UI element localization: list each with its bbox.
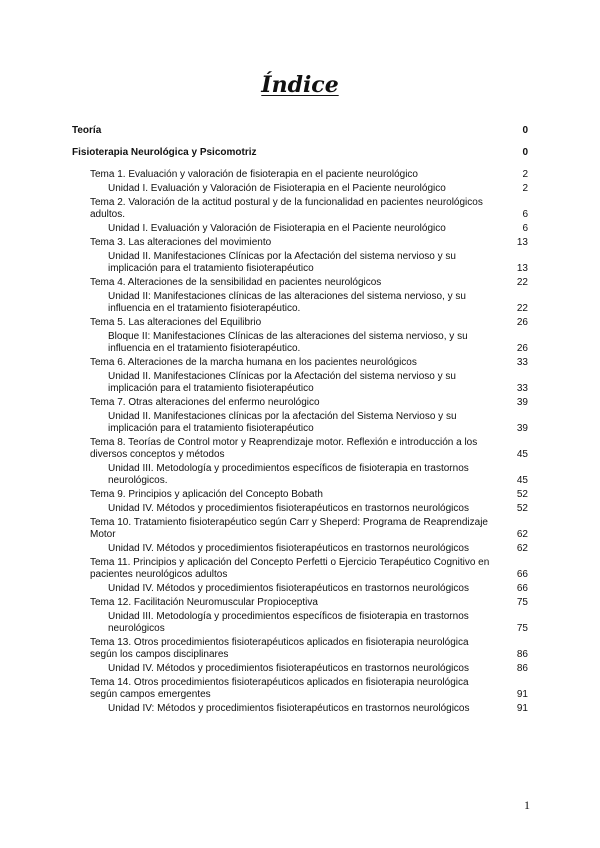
toc-entry-page: 22 [516, 277, 528, 288]
toc-entry-title: Tema 7. Otras alteraciones del enfermo neurológico [90, 397, 320, 408]
toc-entry-title: Teoría [72, 125, 102, 136]
toc-entry-page: 66 [516, 583, 528, 594]
page-title: Índice [261, 72, 339, 98]
toc-entry-title: Tema 1. Evaluación y valoración de fisioterapia en el paciente neurológico [90, 169, 418, 180]
toc-unit-entry[interactable] [72, 331, 528, 355]
toc-entry-page: 75 [516, 623, 528, 634]
toc-entry-title: Tema 5. Las alteraciones del Equilibrio [90, 317, 262, 328]
toc-entry-page: 0 [522, 125, 528, 136]
toc-entry-title: Unidad II. Manifestaciones Clínicas por la Afectación del sistema nervioso y su implicación para el tratamiento fisioterapéutico [108, 371, 456, 394]
toc-entry-page: 26 [516, 317, 528, 328]
toc-unit-entry[interactable] [72, 411, 528, 435]
toc-entry-page: 91 [516, 703, 528, 714]
toc-entry-page: 45 [516, 449, 528, 460]
toc-entry-title: Fisioterapia Neurológica y Psicomotriz [72, 147, 257, 158]
toc-topic-entry[interactable] [72, 237, 528, 249]
toc-entry-page: 2 [522, 169, 528, 180]
table-of-contents [72, 125, 528, 717]
toc-entry-page: 0 [522, 147, 528, 158]
toc-entry-title: Unidad IV. Métodos y procedimientos fisioterapéuticos en trastornos neurológicos [108, 583, 469, 594]
toc-entry-page: 86 [516, 649, 528, 660]
toc-topic-entry[interactable] [72, 489, 528, 501]
toc-unit-entry[interactable] [72, 463, 528, 487]
toc-entry-page: 86 [516, 663, 528, 674]
toc-section-entry[interactable] [72, 147, 528, 159]
toc-unit-entry[interactable] [72, 371, 528, 395]
toc-topic-entry[interactable] [72, 197, 528, 221]
toc-entry-page: 39 [516, 397, 528, 408]
toc-topic-entry[interactable] [72, 357, 528, 369]
toc-entry-title: Tema 6. Alteraciones de la marcha humana en los pacientes neurológicos [90, 357, 417, 368]
toc-entry-title: Unidad I. Evaluación y Valoración de Fisioterapia en el Paciente neurológico [108, 223, 446, 234]
toc-unit-entry[interactable] [72, 703, 528, 715]
toc-entry-page: 52 [516, 503, 528, 514]
toc-entry-page: 33 [516, 357, 528, 368]
toc-entry-title: Unidad IV. Métodos y procedimientos fisioterapéuticos en trastornos neurológicos [108, 663, 469, 674]
toc-entry-title: Unidad IV. Métodos y procedimientos fisioterapéuticos en trastornos neurológicos [108, 503, 469, 514]
toc-entry-title: Bloque II: Manifestaciones Clínicas de las alteraciones del sistema nervioso, y su influencia en el tratamiento fisioterapéutico. [108, 331, 468, 354]
toc-topic-entry[interactable] [72, 169, 528, 181]
toc-entry-title: Unidad I. Evaluación y Valoración de Fisioterapia en el Paciente neurológico [108, 183, 446, 194]
toc-topic-entry[interactable] [72, 557, 528, 581]
toc-topic-entry[interactable] [72, 437, 528, 461]
toc-entry-title: Tema 13. Otros procedimientos fisioterapéuticos aplicados en fisioterapia neurológica según los campos disciplinares [90, 637, 469, 660]
toc-unit-entry[interactable] [72, 663, 528, 675]
toc-entry-title: Tema 12. Facilitación Neuromuscular Propioceptiva [90, 597, 318, 608]
toc-topic-entry[interactable] [72, 677, 528, 701]
toc-topic-entry[interactable] [72, 637, 528, 661]
toc-entry-page: 75 [516, 597, 528, 608]
toc-topic-entry[interactable] [72, 517, 528, 541]
toc-entry-title: Tema 9. Principios y aplicación del Concepto Bobath [90, 489, 323, 500]
toc-unit-entry[interactable] [72, 583, 528, 595]
toc-entry-page: 6 [522, 209, 528, 220]
toc-entry-title: Tema 11. Principios y aplicación del Concepto Perfetti o Ejercicio Terapéutico Cognitivo en pacientes neurológicos adultos [90, 557, 490, 580]
toc-entry-page: 91 [516, 689, 528, 700]
toc-unit-entry[interactable] [72, 611, 528, 635]
toc-entry-page: 13 [516, 237, 528, 248]
toc-entry-page: 62 [516, 543, 528, 554]
toc-entry-title: Unidad II. Manifestaciones clínicas por la afectación del Sistema Nervioso y su implicación para el tratamiento fisioterapéutico [108, 411, 457, 434]
page-number: 1 [524, 798, 530, 812]
toc-entry-title: Unidad II. Manifestaciones Clínicas por la Afectación del sistema nervioso y su implicación para el tratamiento fisioterapéutico [108, 251, 456, 274]
toc-entry-page: 33 [516, 383, 528, 394]
toc-topic-entry[interactable] [72, 317, 528, 329]
toc-entry-page: 62 [516, 529, 528, 540]
toc-entry-title: Tema 14. Otros procedimientos fisioterapéuticos aplicados en fisioterapia neurológica según campos emergentes [90, 677, 469, 700]
toc-entry-page: 2 [522, 183, 528, 194]
toc-entry-title: Unidad III. Metodología y procedimientos específicos de fisioterapia en trastornos neurológicos [108, 611, 469, 634]
toc-entry-title: Tema 8. Teorías de Control motor y Reaprendizaje motor. Reflexión e introducción a los diversos conceptos y métodos [90, 437, 478, 460]
toc-unit-entry[interactable] [72, 223, 528, 235]
toc-unit-entry[interactable] [72, 251, 528, 275]
toc-unit-entry[interactable] [72, 183, 528, 195]
toc-entry-page: 52 [516, 489, 528, 500]
toc-topic-entry[interactable] [72, 397, 528, 409]
toc-entry-page: 13 [516, 263, 528, 274]
toc-entry-page: 6 [522, 223, 528, 234]
toc-entry-title: Tema 4. Alteraciones de la sensibilidad en pacientes neurológicos [90, 277, 382, 288]
toc-entry-title: Unidad II: Manifestaciones clínicas de las alteraciones del sistema nervioso, y su influencia en el tratamiento fisioterapéutico. [108, 291, 466, 314]
toc-entry-title: Tema 10. Tratamiento fisioterapéutico según Carr y Sheperd: Programa de Reaprendizaje Motor [90, 517, 488, 540]
toc-entry-title: Tema 2. Valoración de la actitud postural y de la funcionalidad en pacientes neurológicos adultos. [90, 197, 483, 220]
toc-unit-entry[interactable] [72, 291, 528, 315]
toc-entry-page: 26 [516, 343, 528, 354]
toc-unit-entry[interactable] [72, 543, 528, 555]
toc-entry-page: 45 [516, 475, 528, 486]
toc-entry-title: Unidad IV. Métodos y procedimientos fisioterapéuticos en trastornos neurológicos [108, 543, 469, 554]
toc-entry-page: 39 [516, 423, 528, 434]
toc-entry-page: 22 [516, 303, 528, 314]
toc-unit-entry[interactable] [72, 503, 528, 515]
toc-entry-title: Tema 3. Las alteraciones del movimiento [90, 237, 272, 248]
toc-topic-entry[interactable] [72, 277, 528, 289]
toc-entry-title: Unidad III. Metodología y procedimientos específicos de fisioterapia en trastornos neurológicos. [108, 463, 469, 486]
toc-section-entry[interactable] [72, 125, 528, 137]
toc-entry-title: Unidad IV: Métodos y procedimientos fisioterapéuticos en trastornos neurológicos [108, 703, 470, 714]
toc-entry-page: 66 [516, 569, 528, 580]
toc-topic-entry[interactable] [72, 597, 528, 609]
